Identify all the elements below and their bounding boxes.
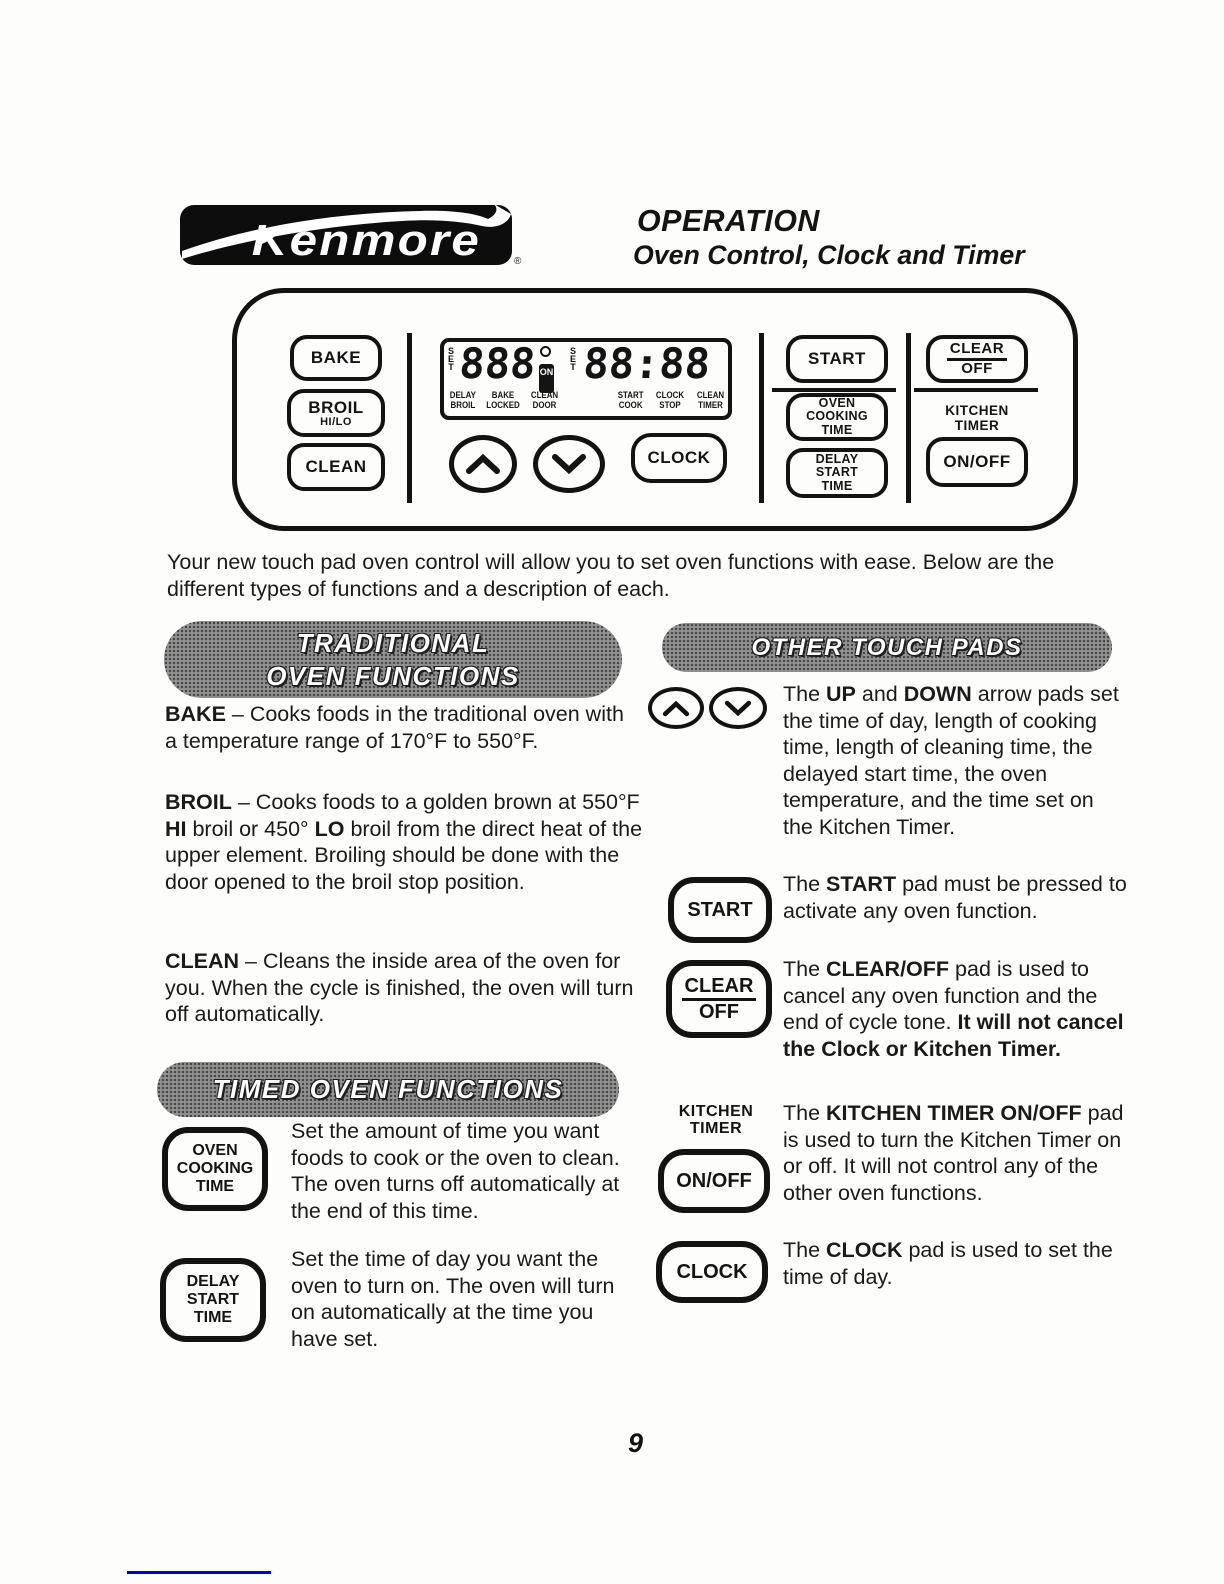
oven-control-panel (232, 288, 1078, 531)
delay-start-time-description: Set the time of day you want the oven to turn on. The oven will turn on automatically at the time you have set. (291, 1247, 615, 1351)
panel-divider (759, 333, 764, 503)
on-indicator: ON (539, 364, 554, 393)
up-arrow-icon (661, 700, 691, 717)
up-arrow-icon (464, 453, 502, 475)
lcd-display (440, 338, 732, 420)
kenmore-logo (180, 205, 512, 265)
kitchen-timer-label: KITCHEN TIMER (945, 403, 1009, 433)
set-indicator: SET (447, 346, 454, 372)
panel-divider (906, 333, 911, 503)
clock-pad: CLOCK (631, 433, 727, 483)
start-description: The START pad must be pressed to activate any oven function. (783, 872, 1127, 923)
set-indicator: SET (569, 346, 576, 372)
clean-description: CLEAN – Cleans the inside area of the oven for you. When the cycle is finished, the oven will turn off automatically. (165, 949, 634, 1026)
oven-cooking-time-pad-icon: OVEN COOKING TIME (162, 1127, 268, 1211)
temperature-digits: 888 (457, 339, 538, 388)
panel-divider (407, 333, 412, 503)
down-arrow-pad (533, 435, 605, 493)
section-header-other-touch-pads: OTHER TOUCH PADS (662, 623, 1112, 672)
brand-name: Kenmore (251, 216, 482, 265)
delay-start-time-pad-icon: DELAY START TIME (160, 1258, 266, 1342)
page-subtitle: Oven Control, Clock and Timer (633, 240, 1025, 270)
start-pad-icon: START (668, 877, 772, 943)
kitchen-timer-on-off-pad-icon: ON/OFF (658, 1149, 770, 1213)
panel-rule (914, 388, 1038, 392)
down-arrow-icon (550, 453, 588, 475)
up-arrow-pad (449, 435, 517, 493)
lcd-right-labels: START COOK CLOCK STOP CLEAN TIMER (617, 390, 725, 410)
broil-pad: BROIL HI/LO (287, 389, 385, 437)
clock-description: The CLOCK pad is used to set the time of day. (783, 1238, 1113, 1289)
up-arrow-pad-icon (648, 687, 704, 729)
lcd-left-labels: DELAY BROIL BAKE LOCKED CLEAN DOOR (449, 390, 559, 410)
down-arrow-pad-icon (709, 687, 767, 729)
clear-off-pad: CLEAR OFF (926, 335, 1028, 383)
oven-cooking-time-pad: OVEN COOKING TIME (786, 393, 888, 441)
kitchen-timer-on-off-pad: ON/OFF (926, 437, 1028, 487)
intro-paragraph: Your new touch pad oven control will allow you to set oven functions with ease. Below are the different types of functions and a description of each. (167, 550, 1055, 601)
kitchen-timer-label: KITCHEN TIMER (678, 1103, 754, 1137)
kitchen-timer-description: The KITCHEN TIMER ON/OFF pad is used to turn the Kitchen Timer on or off. It will not control any of the other oven functions. (783, 1101, 1124, 1205)
panel-rule (772, 388, 896, 392)
down-arrow-icon (723, 700, 753, 717)
page-number: 9 (628, 1428, 644, 1458)
degree-icon (540, 346, 551, 357)
page-title: OPERATION (637, 203, 820, 238)
clock-pad-icon: CLOCK (656, 1241, 768, 1303)
up-down-description: The UP and DOWN arrow pads set the time of day, length of cooking time, length of cleaning time, the delayed start time, the oven temperature, and the time set on the Kitchen Timer. (783, 682, 1119, 839)
bake-description: BAKE – Cooks foods in the traditional oven with a temperature range of 170°F to 550°F. (165, 702, 624, 753)
section-header-traditional-oven-functions: TRADITIONAL OVEN FUNCTIONS (164, 621, 622, 698)
start-pad: START (786, 335, 888, 383)
delay-start-time-pad: DELAY START TIME (786, 448, 888, 498)
clear-off-pad-icon: CLEAR OFF (666, 960, 772, 1038)
broil-description: BROIL – Cooks foods to a golden brown at 550°F HI broil or 450° LO broil from the direct heat of the upper element. Broiling should be done with the door opened to the broil stop position. (165, 790, 643, 894)
clear-off-description: The CLEAR/OFF pad is used to cancel any oven function and the end of cycle tone. It will not cancel the Clock or Kitchen Timer. (783, 957, 1124, 1061)
section-header-timed-oven-functions: TIMED OVEN FUNCTIONS (157, 1062, 619, 1117)
clock-digits: 88:88 (581, 339, 712, 388)
oven-cooking-time-description: Set the amount of time you want foods to cook or the oven to clean. The oven turns off automatically at the end of this time. (291, 1119, 620, 1223)
registered-mark: ® (514, 256, 522, 267)
bake-pad: BAKE (290, 335, 382, 381)
clean-pad: CLEAN (287, 443, 385, 491)
scan-artifact-line (127, 1571, 271, 1574)
